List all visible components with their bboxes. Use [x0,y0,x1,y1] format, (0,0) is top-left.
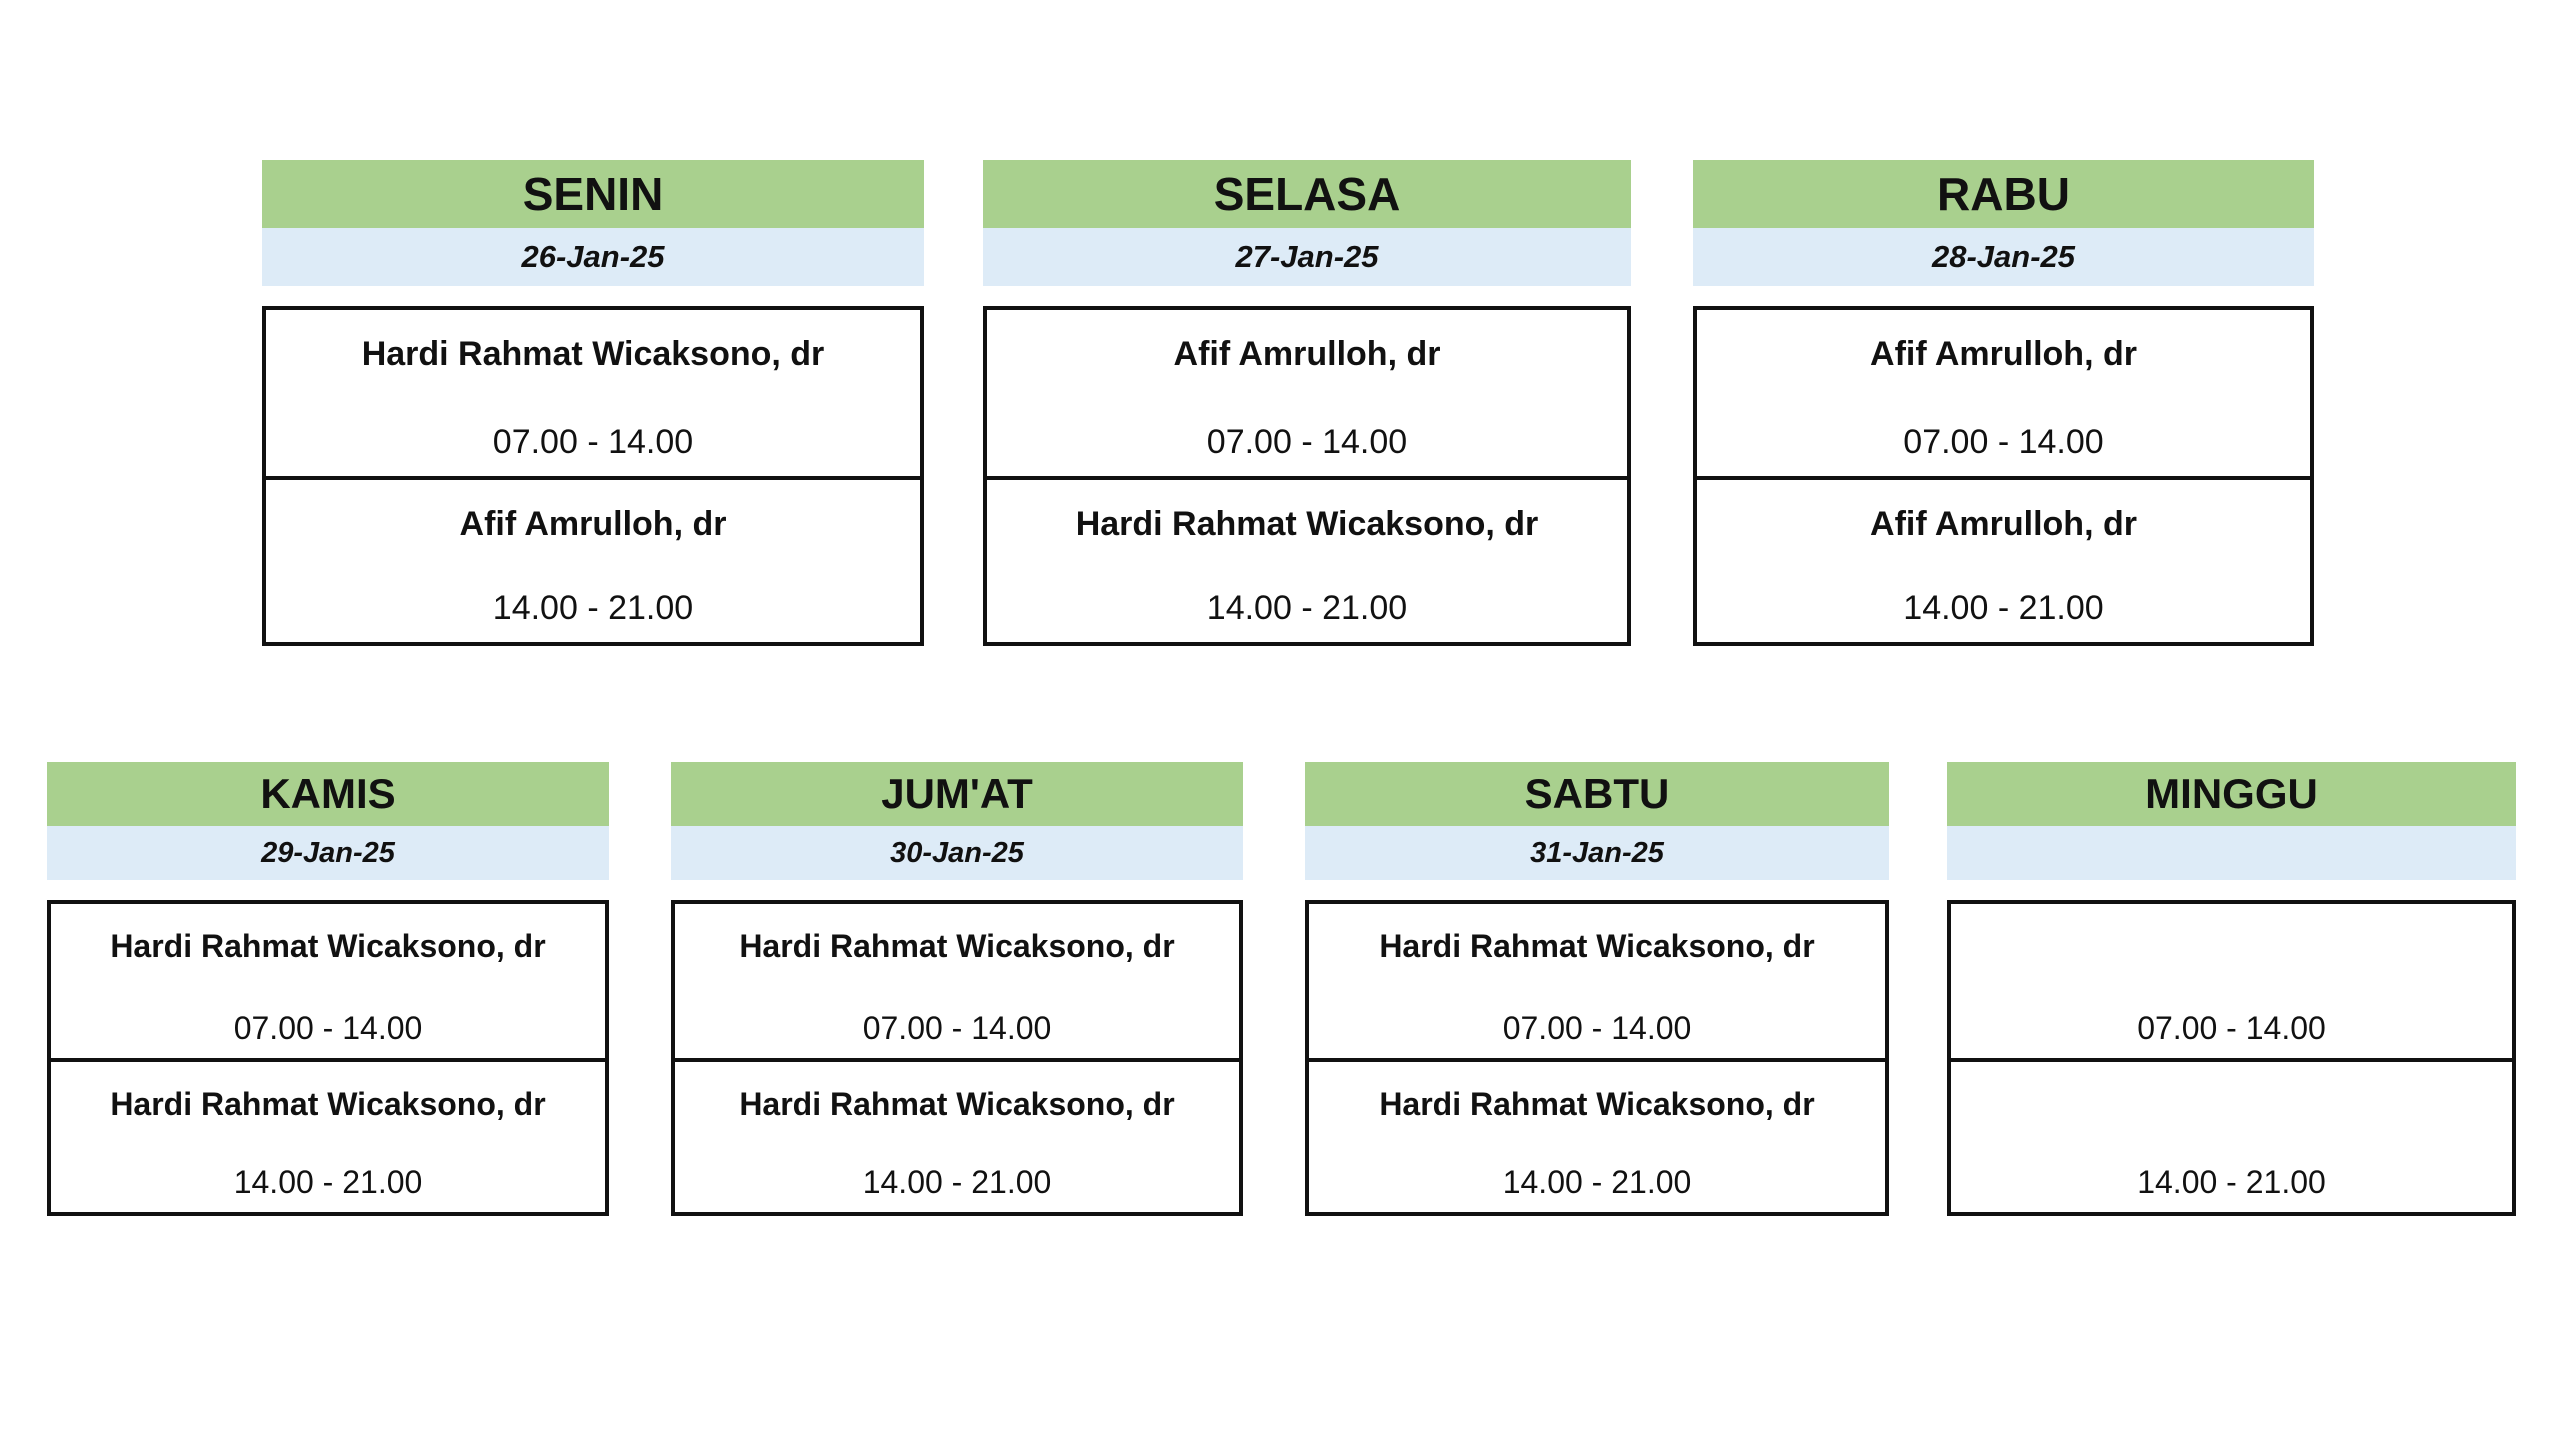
shift-afternoon [987,476,1627,642]
shift-afternoon [1697,476,2310,642]
doctor-name: Hardi Rahmat Wicaksono, dr [1379,928,1815,964]
day-name: KAMIS [47,762,609,826]
shift-table [1693,306,2314,646]
shift-morning [51,904,605,1058]
shift-time: 14.00 - 21.00 [2137,1164,2326,1200]
shift-time: 07.00 - 14.00 [1502,1010,1692,1046]
shift-morning [675,904,1239,1058]
day-card-rabu [1693,160,2314,646]
doctor-name: Afif Amrulloh, dr [459,505,727,543]
day-card-kamis [47,762,609,1216]
day-name: SENIN [262,160,924,228]
doctor-name: Hardi Rahmat Wicaksono, dr [110,928,546,964]
day-date: 26-Jan-25 [262,228,924,286]
shift-afternoon [675,1058,1239,1212]
shift-time: 14.00 - 21.00 [1206,589,1408,627]
shift-morning [1309,904,1885,1058]
doctor-name: Afif Amrulloh, dr [1173,335,1441,373]
doctor-name: Hardi Rahmat Wicaksono, dr [361,335,825,373]
day-date: 30-Jan-25 [671,826,1243,880]
day-name: JUM'AT [671,762,1243,826]
doctor-name: Hardi Rahmat Wicaksono, dr [739,1086,1175,1122]
day-date: 28-Jan-25 [1693,228,2314,286]
shift-table [262,306,924,646]
shift-afternoon [51,1058,605,1212]
doctor-name: Hardi Rahmat Wicaksono, dr [739,928,1175,964]
day-date: 29-Jan-25 [47,826,609,880]
day-card-jumat [671,762,1243,1216]
doctor-name: Hardi Rahmat Wicaksono, dr [1379,1086,1815,1122]
doctor-name: Hardi Rahmat Wicaksono, dr [1075,505,1539,543]
shift-table [1305,900,1889,1216]
doctor-name: Hardi Rahmat Wicaksono, dr [110,1086,546,1122]
shift-time: 14.00 - 21.00 [1502,1164,1692,1200]
shift-table [47,900,609,1216]
day-name: MINGGU [1947,762,2516,826]
shift-time: 07.00 - 14.00 [233,1010,423,1046]
shift-table [671,900,1243,1216]
day-date: 31-Jan-25 [1305,826,1889,880]
day-card-selasa [983,160,1631,646]
shift-time: 14.00 - 21.00 [862,1164,1052,1200]
shift-afternoon [266,476,920,642]
doctor-name: Afif Amrulloh, dr [1870,505,2137,543]
day-name: SELASA [983,160,1631,228]
day-date: 27-Jan-25 [983,228,1631,286]
day-name: RABU [1693,160,2314,228]
shift-time: 07.00 - 14.00 [862,1010,1052,1046]
shift-time: 14.00 - 21.00 [233,1164,423,1200]
day-card-minggu [1947,762,2516,1216]
shift-morning [987,310,1627,476]
shift-time: 07.00 - 14.00 [2137,1010,2326,1046]
shift-time: 14.00 - 21.00 [1903,589,2104,627]
shift-time: 07.00 - 14.00 [1206,423,1408,461]
shift-afternoon [1309,1058,1885,1212]
day-card-sabtu [1305,762,1889,1216]
day-date [1947,826,2516,880]
doctor-name [1951,1084,2512,1124]
shift-morning [1697,310,2310,476]
shift-morning [1951,904,2512,1058]
day-card-senin [262,160,924,646]
shift-table [1947,900,2516,1216]
shift-time: 07.00 - 14.00 [492,423,694,461]
shift-time: 14.00 - 21.00 [492,589,694,627]
doctor-name [1951,926,2512,966]
shift-table [983,306,1631,646]
shift-afternoon [1951,1058,2512,1212]
shift-morning [266,310,920,476]
doctor-name: Afif Amrulloh, dr [1870,335,2137,373]
day-name: SABTU [1305,762,1889,826]
shift-time: 07.00 - 14.00 [1903,423,2104,461]
